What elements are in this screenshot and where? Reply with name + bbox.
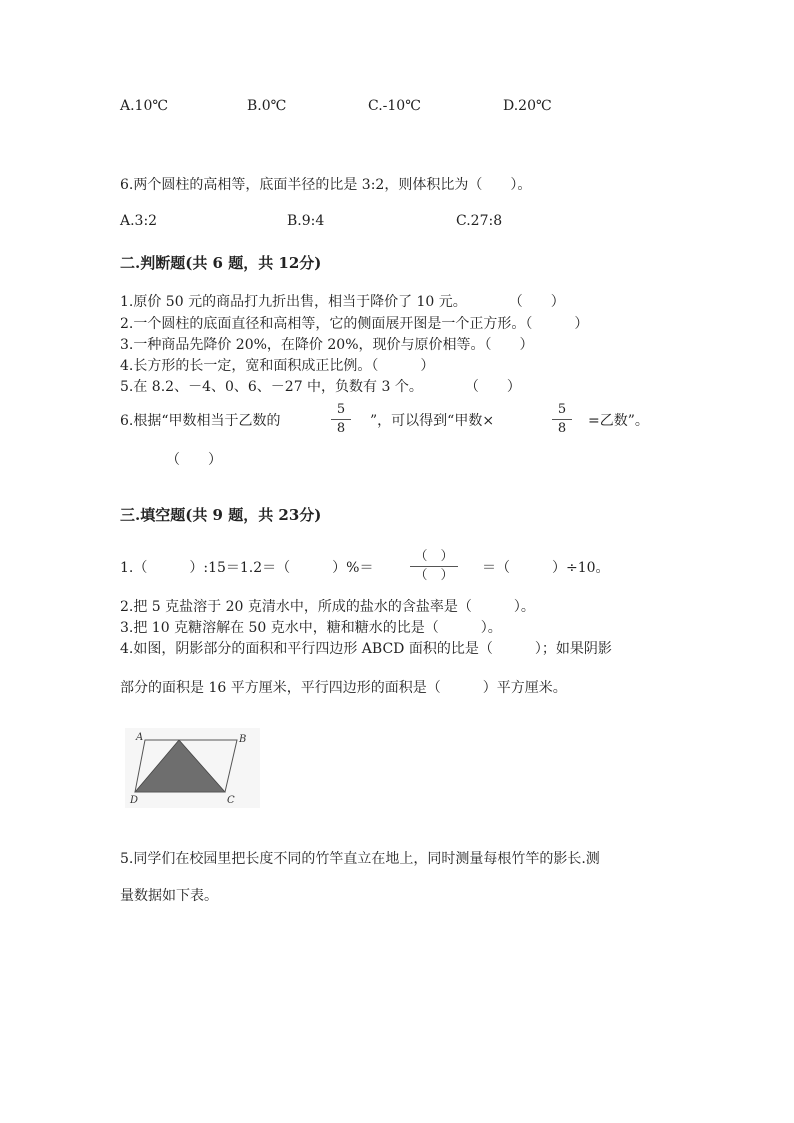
section3-heading: 三.填空题(共 9 题，共 23分): [120, 506, 322, 524]
judge-item-6-part2: ”，可以得到“甲数×: [370, 413, 495, 429]
parallelogram-figure: [125, 728, 260, 808]
fill-item-5-line2: 量数据如下表。: [120, 888, 218, 904]
q6-option-c: C.27:8: [456, 213, 503, 229]
judge-item-6-fraction-2: [552, 402, 572, 437]
judge-item-6-part1: 6.根据“甲数相当于乙数的: [120, 413, 281, 429]
vertex-label-c: C: [227, 795, 235, 806]
fill-item-3: 3.把 10 克糖溶解在 50 克水中，糖和糖水的比是（ ）。: [120, 620, 502, 636]
vertex-label-b: B: [239, 734, 247, 745]
vertex-label-a: A: [136, 732, 144, 743]
fraction-bar: [410, 566, 458, 567]
fill-item-4: 4.如图，阴影部分的面积和平行四边形 ABCD 面积的比是（ ）；如果阴影: [120, 641, 612, 657]
judge-item-2: 2.一个圆柱的底面直径和高相等，它的侧面展开图是一个正方形。（ ）: [120, 316, 589, 332]
fraction-numerator: 5: [336, 402, 346, 417]
q5-option-b: B.0℃: [247, 98, 287, 114]
q6-text: 6.两个圆柱的高相等，底面半径的比是 3:2，则体积比为（ ）。: [120, 177, 532, 193]
judge-item-6-blank: （ ）: [166, 452, 222, 468]
judge-item-4: 4.长方形的长一定，宽和面积成正比例。（ ）: [120, 358, 435, 374]
q5-option-d: D.20℃: [503, 98, 552, 114]
fraction-bar: [552, 419, 572, 420]
fill-item-5-line1: 5.同学们在校园里把长度不同的竹竿直立在地上，同时测量每根竹竿的影长.测: [120, 851, 600, 867]
q6-option-b: B.9:4: [287, 213, 325, 229]
judge-item-1: 1.原价 50 元的商品打九折出售，相当于降价了 10 元。 （ ）: [120, 294, 565, 310]
judge-item-6-part3: =乙数”。: [588, 413, 649, 429]
judge-item-5: 5.在 8.2、－4、0、6、－27 中，负数有 3 个。 （ ）: [120, 379, 521, 395]
fraction-numerator: （ ）: [414, 549, 454, 564]
vertex-label-d: D: [130, 795, 139, 806]
fraction-denominator: 8: [336, 421, 346, 436]
q5-option-a: A.10℃: [120, 98, 169, 114]
fraction-bar: [331, 419, 351, 420]
fraction-numerator: 5: [557, 402, 567, 417]
section2-heading: 二.判断题(共 6 题，共 12分): [120, 254, 322, 272]
fill-item-1-part1: 1.（ ）:15＝1.2＝（ ）%＝: [120, 560, 374, 576]
fill-item-1-fraction: [410, 549, 458, 584]
fill-item-2: 2.把 5 克盐溶于 20 克清水中，所成的盐水的含盐率是（ ）。: [120, 599, 535, 615]
judge-item-3: 3.一种商品先降价 20%，在降价 20%，现价与原价相等。（ ）: [120, 337, 534, 353]
q6-option-a: A.3:2: [120, 213, 158, 229]
fill-item-4-continued: 部分的面积是 16 平方厘米，平行四边形的面积是（ ）平方厘米。: [120, 680, 567, 696]
fraction-denominator: （ ）: [414, 568, 454, 583]
fill-item-1-part2: ＝（ ）÷10。: [482, 560, 610, 576]
q5-option-c: C.-10℃: [368, 98, 421, 114]
fraction-denominator: 8: [557, 421, 567, 436]
judge-item-6-fraction-1: [331, 402, 351, 437]
